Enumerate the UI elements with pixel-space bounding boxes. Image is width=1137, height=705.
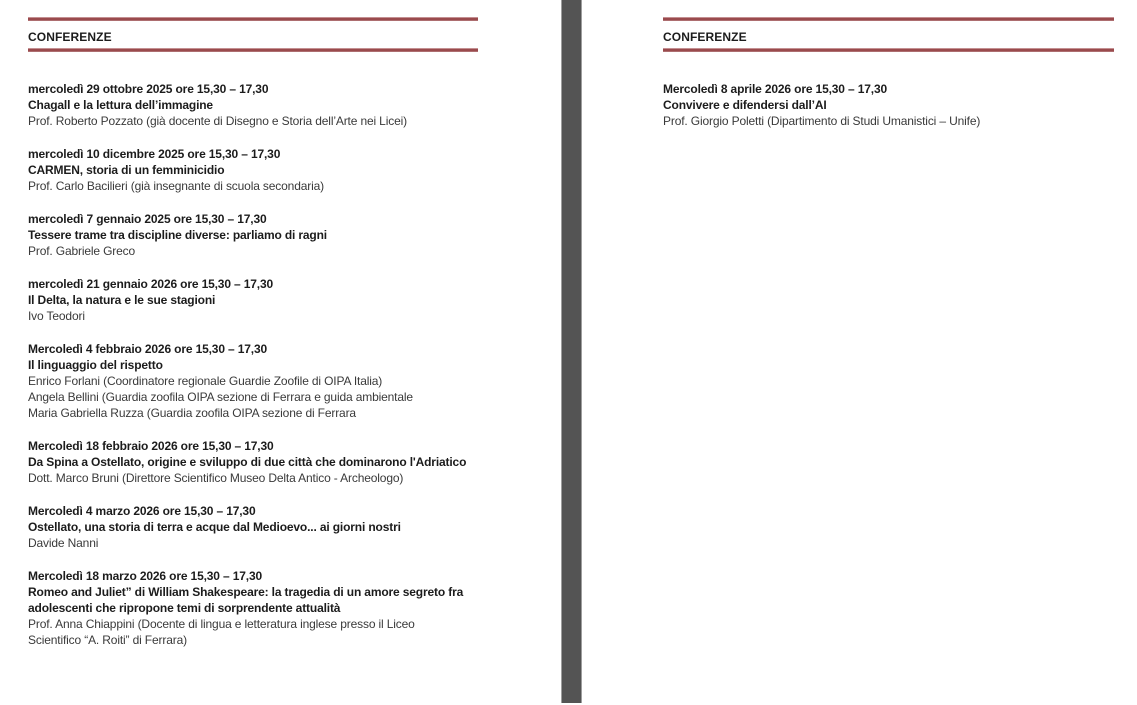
entry-heading-line: mercoledì 10 dicembre 2025 ore 15,30 – 17,30 — [28, 147, 281, 161]
conference-list — [28, 81, 478, 648]
entry-speaker-line: Maria Gabriella Ruzza (Guardia zoofila OIPA sezione di Ferrara — [28, 406, 356, 420]
conference-entry — [663, 81, 1114, 129]
entry-heading-line: Mercoledì 4 febbraio 2026 ore 15,30 – 17,30 — [28, 342, 268, 356]
entry-speaker-line: Davide Nanni — [28, 536, 99, 550]
entry-heading-line: Mercoledì 8 aprile 2026 ore 15,30 – 17,30 — [663, 82, 887, 96]
entry-heading-line: mercoledì 7 gennaio 2025 ore 15,30 – 17,30 — [28, 212, 267, 226]
entry-heading-line: Chagall e la lettura dell’immagine — [28, 98, 213, 112]
entry-heading-line: mercoledì 21 gennaio 2026 ore 15,30 – 17,30 — [28, 277, 274, 291]
entry-heading-line: Convivere e difendersi dall’AI — [663, 98, 827, 112]
entry-heading-line: Mercoledì 18 marzo 2026 ore 15,30 – 17,30 — [28, 569, 262, 583]
conference-entry — [28, 276, 478, 324]
header-rule-bottom — [663, 48, 1114, 52]
header-rule-top — [663, 17, 1114, 21]
conference-entry — [28, 81, 478, 129]
page-left — [28, 0, 478, 665]
entry-speaker-line: Angela Bellini (Guardia zoofila OIPA sezione di Ferrara e guida ambientale — [28, 390, 413, 404]
entry-heading-line: adolescenti che ripropone temi di sorprendente attualità — [28, 601, 341, 615]
conference-list — [663, 81, 1114, 129]
conference-entry — [28, 568, 478, 648]
entry-heading-line: Il linguaggio del rispetto — [28, 358, 163, 372]
entry-speaker-line: Prof. Anna Chiappini (Docente di lingua e letteratura inglese presso il Liceo — [28, 617, 415, 631]
entry-heading-line: mercoledì 29 ottobre 2025 ore 15,30 – 17,30 — [28, 82, 269, 96]
entry-heading-line: Mercoledì 4 marzo 2026 ore 15,30 – 17,30 — [28, 504, 256, 518]
entry-speaker-line: Ivo Teodori — [28, 309, 85, 323]
entry-speaker-line: Prof. Carlo Bacilieri (già insegnante di scuola secondaria) — [28, 179, 324, 193]
entry-speaker-line: Scientifico “A. Roiti” di Ferrara) — [28, 633, 187, 647]
entry-heading-line: Il Delta, la natura e le sue stagioni — [28, 293, 216, 307]
header-rule-top — [28, 17, 478, 21]
entry-heading-line: Romeo and Juliet” di William Shakespeare: la tragedia di un amore segreto fra — [28, 585, 464, 599]
conference-entry — [28, 146, 478, 194]
entry-speaker-line: Enrico Forlani (Coordinatore regionale Guardie Zoofile di OIPA Italia) — [28, 374, 383, 388]
entry-heading-line: CARMEN, storia di un femminicidio — [28, 163, 225, 177]
conference-entry — [28, 503, 478, 551]
entry-heading-line: Da Spina a Ostellato, origine e sviluppo di due città che dominarono l'Adriatico — [28, 455, 467, 469]
entry-speaker-line: Dott. Marco Bruni (Direttore Scientifico Museo Delta Antico - Archeologo) — [28, 471, 404, 485]
entry-speaker-line: Prof. Gabriele Greco — [28, 244, 136, 258]
section-title: CONFERENZE — [663, 30, 747, 44]
page-right — [663, 0, 1114, 146]
section-title: CONFERENZE — [28, 30, 112, 44]
entry-heading-line: Ostellato, una storia di terra e acque dal Medioevo... ai giorni nostri — [28, 520, 401, 534]
header-rule-bottom — [28, 48, 478, 52]
entry-speaker-line: Prof. Giorgio Poletti (Dipartimento di Studi Umanistici – Unife) — [663, 114, 981, 128]
conference-entry — [28, 341, 478, 421]
page-divider-bar — [561, 0, 582, 703]
entry-heading-line: Mercoledì 18 febbraio 2026 ore 15,30 – 17,30 — [28, 439, 274, 453]
conference-entry — [28, 211, 478, 259]
entry-speaker-line: Prof. Roberto Pozzato (già docente di Disegno e Storia dell’Arte nei Licei) — [28, 114, 407, 128]
entry-heading-line: Tessere trame tra discipline diverse: parliamo di ragni — [28, 228, 327, 242]
conference-entry — [28, 438, 478, 486]
